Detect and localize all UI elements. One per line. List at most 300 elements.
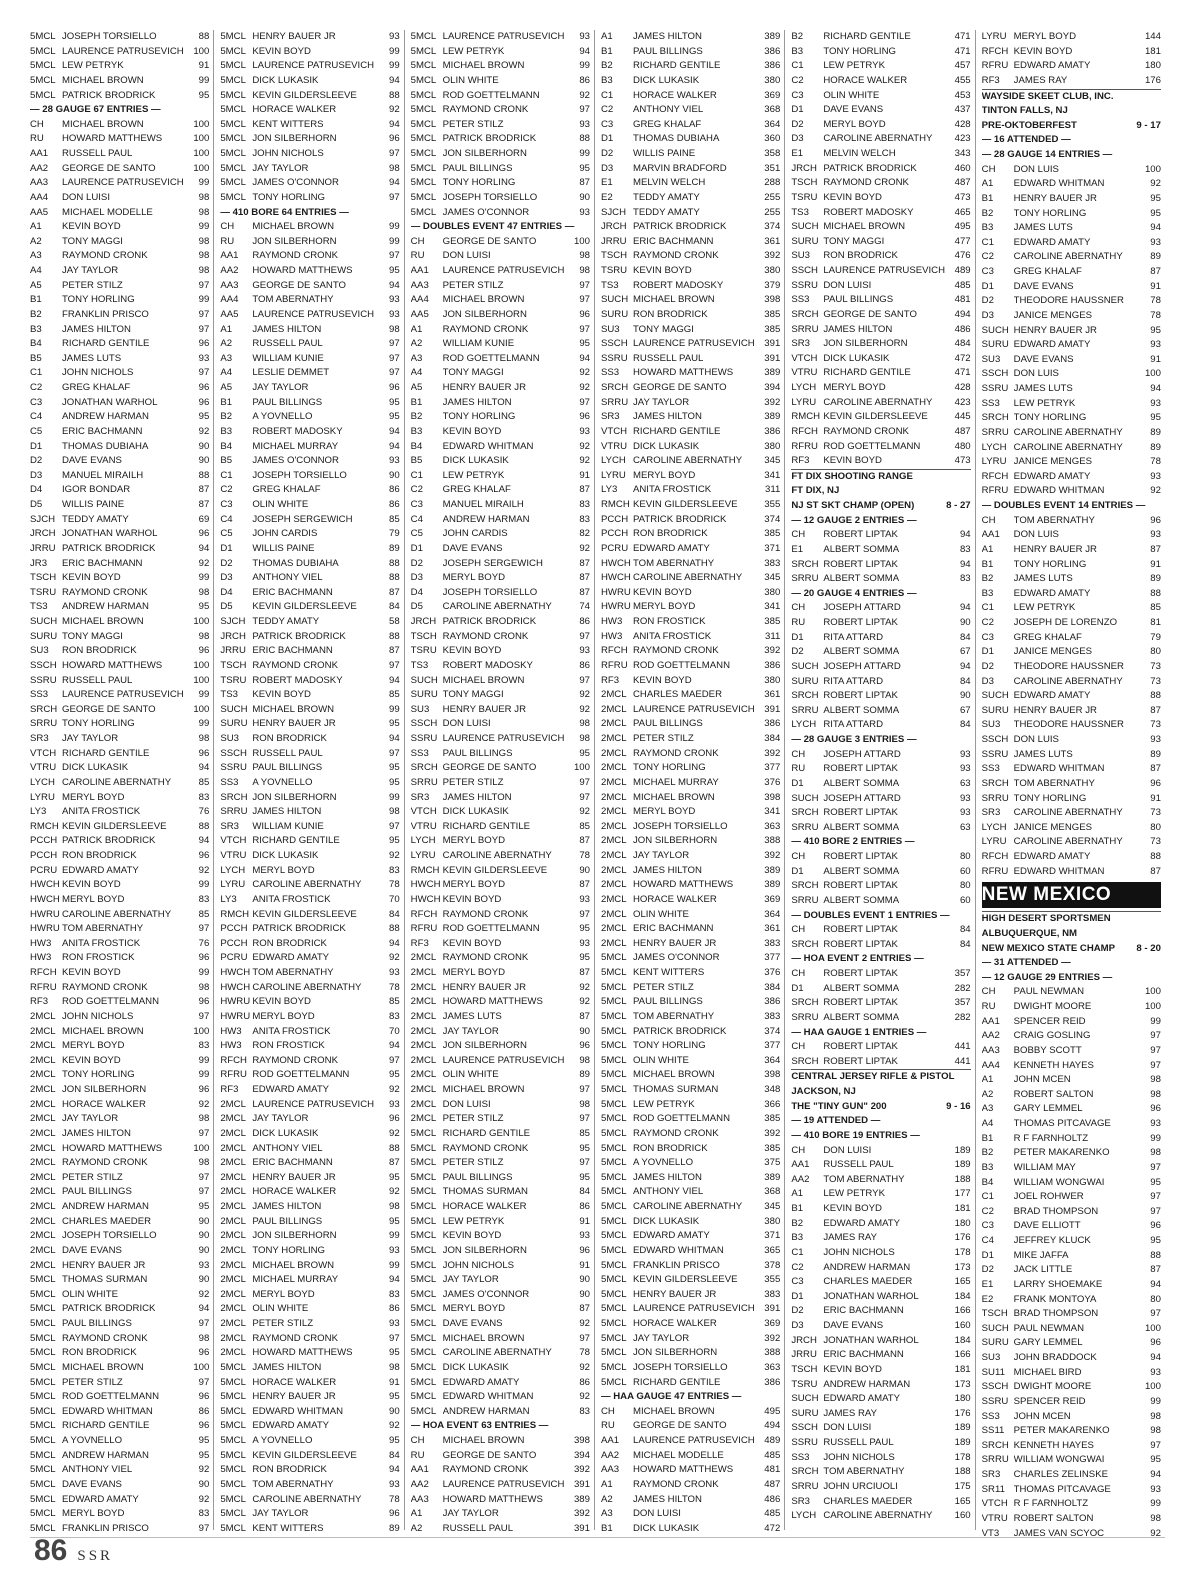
score: 86 bbox=[388, 484, 400, 496]
score: 99 bbox=[1150, 1132, 1161, 1144]
result-row bbox=[220, 1478, 399, 1493]
shooter-name: RAYMOND CRONK bbox=[632, 250, 719, 262]
result-row bbox=[601, 74, 780, 89]
result-row bbox=[601, 1068, 780, 1083]
shooter-name: MICHAEL MURRAY bbox=[632, 776, 719, 788]
shooter-name: KEVIN GILDERSLEEVE bbox=[632, 1274, 738, 1286]
class-code: RFCH bbox=[981, 851, 1009, 862]
class-code: SRRU bbox=[791, 894, 819, 906]
class-code: 5MCL bbox=[30, 1522, 56, 1534]
class-code: D1 bbox=[791, 104, 804, 116]
result-row bbox=[220, 1493, 399, 1508]
result-row bbox=[411, 995, 590, 1010]
shooter-name: ANDREW HARMAN bbox=[62, 411, 149, 423]
score: 165 bbox=[954, 1276, 971, 1288]
result-row bbox=[30, 1068, 209, 1083]
score: 355 bbox=[764, 499, 781, 510]
score: 178 bbox=[954, 1451, 971, 1463]
score: 97 bbox=[579, 791, 590, 803]
shooter-name: RAYMOND CRONK bbox=[632, 1478, 719, 1490]
result-row bbox=[791, 293, 970, 308]
shooter-name: GREG KHALAF bbox=[442, 484, 511, 496]
score: 94 bbox=[1150, 1352, 1161, 1363]
class-code: B1 bbox=[981, 1132, 994, 1144]
class-code: C1 bbox=[30, 367, 43, 379]
shooter-name: PATRICK BRODRICK bbox=[62, 542, 156, 554]
shooter-name: GEORGE DE SANTO bbox=[62, 703, 156, 715]
class-code: SSCH bbox=[981, 734, 1009, 745]
result-row bbox=[982, 1000, 1161, 1015]
result-row bbox=[411, 893, 590, 908]
class-code: JRCH bbox=[791, 1334, 817, 1346]
score: 355 bbox=[764, 1274, 781, 1286]
score: 85 bbox=[198, 908, 210, 920]
class-code: RMCH bbox=[791, 411, 821, 423]
class-code: C3 bbox=[410, 499, 423, 510]
shooter-name: CAROLINE ABERNATHY bbox=[823, 396, 933, 408]
score: 385 bbox=[764, 616, 781, 627]
result-row bbox=[411, 659, 590, 674]
result-row bbox=[411, 674, 590, 689]
score: 428 bbox=[954, 118, 971, 130]
shooter-name: PAUL NEWMAN bbox=[1013, 1322, 1085, 1334]
class-code: D3 bbox=[791, 1320, 804, 1331]
result-row bbox=[982, 338, 1161, 353]
shooter-name: DICK LUKASIK bbox=[252, 1127, 319, 1139]
score: 99 bbox=[198, 689, 210, 701]
shooter-name: HENRY BAUER JR bbox=[1013, 324, 1097, 336]
shooter-name: JON SILBERHORN bbox=[252, 133, 337, 145]
class-code: D2 bbox=[410, 557, 423, 569]
results-column bbox=[791, 30, 975, 1530]
result-row bbox=[220, 323, 399, 338]
result-row bbox=[601, 89, 780, 104]
shooter-name: RUSSELL PAUL bbox=[252, 338, 323, 350]
shooter-name: PETER STILZ bbox=[442, 118, 504, 130]
score: 88 bbox=[1150, 851, 1161, 862]
shooter-name: JONATHAN WARHOL bbox=[823, 1290, 919, 1302]
class-code: AA2 bbox=[981, 1030, 1000, 1042]
result-row bbox=[220, 878, 399, 893]
event-header bbox=[791, 1129, 970, 1144]
class-code: C2 bbox=[791, 74, 804, 86]
score: 471 bbox=[954, 367, 971, 379]
class-code: SR3 bbox=[220, 820, 239, 832]
score: 361 bbox=[764, 689, 781, 701]
class-code: SU3 bbox=[30, 645, 49, 657]
shooter-name: MICHAEL BROWN bbox=[252, 221, 335, 233]
result-row bbox=[30, 1493, 209, 1508]
class-code: B3 bbox=[600, 74, 613, 86]
result-row bbox=[982, 236, 1161, 251]
result-row bbox=[601, 820, 780, 835]
score: 97 bbox=[1150, 1044, 1161, 1056]
result-row bbox=[220, 132, 399, 147]
class-code: TSRU bbox=[410, 645, 437, 657]
class-code: 2MCL bbox=[30, 1244, 56, 1256]
shooter-name: RON BRODRICK bbox=[252, 733, 327, 744]
shooter-name: JOSEPH ATTARD bbox=[823, 602, 901, 614]
shooter-name: THEODORE HAUSSNER bbox=[1013, 295, 1124, 307]
result-row bbox=[601, 1200, 780, 1215]
score: 345 bbox=[764, 455, 781, 467]
result-row bbox=[30, 469, 209, 484]
shooter-name: MERYL BOYD bbox=[632, 469, 696, 481]
result-row bbox=[220, 1463, 399, 1478]
result-row bbox=[982, 587, 1161, 602]
shooter-name: HOWARD MATTHEWS bbox=[252, 1347, 353, 1359]
shooter-name: PETER MAKARENKO bbox=[1013, 1147, 1110, 1159]
score: 428 bbox=[954, 382, 971, 393]
result-row bbox=[411, 381, 590, 396]
class-code: CH bbox=[791, 1144, 806, 1156]
result-row bbox=[601, 893, 780, 908]
score: 92 bbox=[198, 864, 210, 876]
score: 398 bbox=[764, 791, 781, 803]
score: 96 bbox=[1150, 1103, 1161, 1115]
class-code: C3 bbox=[981, 1220, 994, 1232]
shooter-name: ANDREW HARMAN bbox=[62, 1449, 149, 1461]
shooter-name: CAROLINE ABERNATHY bbox=[252, 879, 362, 891]
score: 398 bbox=[573, 1435, 590, 1446]
score: 386 bbox=[764, 996, 781, 1008]
class-code: 5MCL bbox=[410, 1318, 437, 1329]
class-code: 5MCL bbox=[600, 1259, 627, 1271]
score: 60 bbox=[959, 865, 971, 877]
result-row bbox=[30, 235, 209, 250]
magazine-name: SSR bbox=[77, 1548, 114, 1564]
shooter-name: RICHARD GENTILE bbox=[632, 425, 721, 437]
result-row bbox=[601, 849, 780, 864]
score: 391 bbox=[764, 703, 781, 715]
result-row bbox=[411, 615, 590, 630]
score: 84 bbox=[959, 719, 971, 731]
shooter-name: JAMES O'CONNOR bbox=[442, 206, 530, 218]
shooter-name: MERYL BOYD bbox=[823, 382, 886, 393]
shooter-name: RON BRODRICK bbox=[252, 937, 327, 949]
score: 380 bbox=[764, 440, 781, 452]
result-row bbox=[791, 1290, 970, 1305]
result-row bbox=[791, 1231, 970, 1246]
class-code: SRCH bbox=[981, 412, 1009, 424]
score: 99 bbox=[388, 1259, 400, 1271]
score: 86 bbox=[579, 1376, 590, 1388]
shoot-name: THE "TINY GUN" 200 bbox=[791, 1100, 887, 1112]
shooter-name: TOM ABERNATHY bbox=[252, 294, 334, 306]
result-row bbox=[220, 118, 399, 133]
score: 94 bbox=[959, 660, 971, 672]
score: 288 bbox=[764, 177, 781, 189]
result-row bbox=[30, 191, 209, 206]
class-code: B4 bbox=[30, 338, 42, 350]
class-code: D2 bbox=[791, 1305, 804, 1317]
result-row bbox=[601, 630, 780, 645]
score: 389 bbox=[764, 367, 781, 379]
shooter-name: R F FARNHOLTZ bbox=[1013, 1498, 1089, 1510]
score: 79 bbox=[1150, 631, 1161, 643]
shooter-name: HOWARD MATTHEWS bbox=[62, 1142, 163, 1154]
shooter-name: WILLIAM MAY bbox=[1013, 1161, 1076, 1173]
shooter-name: HORACE WALKER bbox=[442, 1201, 527, 1212]
result-row bbox=[220, 103, 399, 118]
shooter-name: KEVIN BOYD bbox=[442, 425, 502, 437]
class-code: CH bbox=[791, 1041, 806, 1053]
class-code: 2MCL bbox=[220, 1230, 246, 1242]
class-code: E1 bbox=[791, 148, 804, 159]
result-row bbox=[791, 1173, 970, 1188]
class-code: TSCH bbox=[600, 250, 628, 262]
score: 351 bbox=[764, 162, 781, 174]
score: 98 bbox=[579, 250, 590, 262]
result-row bbox=[411, 761, 590, 776]
score: 83 bbox=[388, 1010, 400, 1022]
class-code: 5MCL bbox=[220, 1449, 246, 1461]
class-code: A2 bbox=[220, 338, 233, 350]
result-row bbox=[30, 747, 209, 762]
score: 93 bbox=[1150, 1366, 1161, 1378]
score: 100 bbox=[193, 133, 210, 145]
class-code: 2MCL bbox=[600, 879, 627, 891]
class-code: SR11 bbox=[981, 1483, 1005, 1495]
score: 93 bbox=[1150, 1483, 1161, 1495]
class-code: TSCH bbox=[220, 659, 247, 671]
shooter-name: RUSSELL PAUL bbox=[442, 1522, 514, 1534]
score: 97 bbox=[579, 630, 590, 642]
shooter-name: DICK LUKASIK bbox=[632, 440, 700, 452]
shooter-name: EDWARD AMATY bbox=[632, 542, 710, 554]
class-code: AA2 bbox=[30, 162, 49, 174]
result-row bbox=[30, 966, 209, 981]
score: 486 bbox=[954, 323, 971, 335]
class-code: RF3 bbox=[600, 674, 620, 686]
score: 364 bbox=[764, 118, 781, 130]
score: 94 bbox=[1150, 383, 1161, 394]
class-code: SRRU bbox=[981, 1454, 1009, 1466]
result-row bbox=[601, 366, 780, 381]
shooter-name: CAROLINE ABERNATHY bbox=[632, 455, 743, 467]
shooter-name: TOM ABERNATHY bbox=[632, 1010, 715, 1022]
score: 92 bbox=[198, 1098, 210, 1110]
score: 67 bbox=[959, 646, 971, 658]
shooter-name: PAUL BILLINGS bbox=[442, 747, 513, 759]
shooter-name: WILLIAM KUNIE bbox=[252, 352, 324, 364]
class-code: RFRU bbox=[981, 865, 1009, 877]
result-row bbox=[601, 1127, 780, 1142]
shooter-name: TONY MAGGI bbox=[62, 630, 123, 642]
score: 92 bbox=[579, 542, 590, 554]
result-row bbox=[411, 571, 590, 586]
result-row bbox=[30, 279, 209, 294]
shooter-name: A YOVNELLO bbox=[252, 411, 313, 423]
shooter-name: MICHAEL BROWN bbox=[823, 221, 906, 233]
score: 366 bbox=[764, 1098, 781, 1110]
shooter-name: CHARLES MAEDER bbox=[62, 1215, 152, 1227]
score: 92 bbox=[198, 1493, 210, 1505]
result-row bbox=[220, 922, 399, 937]
shooter-name: MICHAEL BROWN bbox=[62, 616, 144, 627]
club-heading bbox=[791, 484, 970, 499]
shooter-name: MERYL BOYD bbox=[442, 879, 506, 891]
score: 96 bbox=[388, 382, 400, 393]
class-code: C2 bbox=[220, 484, 233, 496]
shooter-name: JON SILBERHORN bbox=[252, 1230, 337, 1242]
result-row bbox=[30, 1463, 209, 1478]
shooter-name: ROBERT LIPTAK bbox=[823, 690, 898, 702]
class-code: B2 bbox=[410, 411, 423, 423]
result-row bbox=[982, 558, 1161, 573]
score: 93 bbox=[388, 308, 400, 320]
class-code: 5MCL bbox=[220, 74, 246, 86]
shooter-name: MANUEL MIRAILH bbox=[62, 469, 144, 481]
shooter-name: PAUL BILLINGS bbox=[823, 294, 894, 306]
result-row bbox=[982, 1439, 1161, 1454]
class-code: SU3 bbox=[981, 1352, 1001, 1363]
score: 87 bbox=[198, 484, 210, 496]
score: 96 bbox=[198, 952, 210, 964]
result-row bbox=[601, 1083, 780, 1098]
class-code: PCRU bbox=[30, 864, 58, 876]
event-header-text: — DOUBLES EVENT 1 ENTRIES — bbox=[791, 909, 950, 921]
score: 176 bbox=[1144, 74, 1161, 86]
class-code: A1 bbox=[981, 178, 994, 190]
score: 97 bbox=[388, 1054, 400, 1066]
shooter-name: JOHN NICHOLS bbox=[62, 1010, 134, 1022]
result-row bbox=[982, 441, 1161, 456]
result-row bbox=[601, 674, 780, 689]
club-heading-text: CENTRAL JERSEY RIFLE & PISTOL bbox=[791, 1071, 955, 1083]
result-row bbox=[791, 118, 970, 133]
shooter-name: EDWARD AMATY bbox=[62, 864, 139, 876]
shooter-name: HENRY BAUER JR bbox=[442, 382, 527, 393]
class-code: D1 bbox=[791, 865, 804, 877]
score: 476 bbox=[954, 250, 971, 262]
shooter-name: EDWARD WHITMAN bbox=[632, 1244, 724, 1256]
score: 91 bbox=[1150, 558, 1161, 570]
score: 95 bbox=[388, 835, 400, 847]
shooter-name: THOMAS DUBIAHA bbox=[62, 440, 149, 452]
class-code: 5MCL bbox=[410, 1347, 437, 1359]
shooter-name: EDWARD AMATY bbox=[632, 1230, 710, 1242]
score: 89 bbox=[1150, 441, 1161, 453]
result-row bbox=[791, 718, 970, 733]
score: 92 bbox=[198, 1464, 210, 1476]
shooter-name: KENNETH HAYES bbox=[1013, 1059, 1094, 1071]
result-row bbox=[411, 176, 590, 191]
score: 93 bbox=[388, 1318, 400, 1329]
class-code: 2MCL bbox=[220, 1113, 246, 1125]
result-row bbox=[601, 1171, 780, 1186]
shooter-name: JOSEPH ATTARD bbox=[823, 792, 901, 804]
shooter-name: JOHN CARDIS bbox=[442, 528, 508, 540]
result-row bbox=[791, 558, 970, 573]
shooter-name: MICHAEL BROWN bbox=[62, 118, 144, 130]
event-header bbox=[791, 1114, 970, 1129]
shooter-name: OLIN WHITE bbox=[252, 499, 309, 510]
shooter-name: CAROLINE ABERNATHY bbox=[62, 776, 172, 788]
result-row bbox=[791, 337, 970, 352]
result-row bbox=[982, 821, 1161, 836]
result-row bbox=[30, 761, 209, 776]
shoot-name: PRE-OKTOBERFEST bbox=[981, 119, 1077, 131]
class-code: HWRU bbox=[600, 601, 631, 613]
score: 87 bbox=[198, 499, 210, 510]
score: 92 bbox=[388, 1084, 400, 1095]
shooter-name: JON SILBERHORN bbox=[632, 1347, 718, 1359]
result-row bbox=[30, 498, 209, 513]
score: 90 bbox=[198, 1215, 210, 1227]
result-row bbox=[30, 147, 209, 162]
result-row bbox=[30, 1346, 209, 1361]
score: 96 bbox=[198, 528, 210, 540]
class-code: LYRU bbox=[410, 850, 436, 861]
shooter-name: DAVE EVANS bbox=[1013, 353, 1074, 365]
result-row bbox=[220, 1142, 399, 1157]
class-code: LYRU bbox=[981, 836, 1007, 848]
result-row bbox=[601, 1449, 780, 1464]
class-code: JRRU bbox=[30, 542, 56, 554]
score: 73 bbox=[1150, 660, 1161, 672]
class-code: TSRU bbox=[600, 265, 628, 276]
score: 471 bbox=[954, 45, 971, 57]
class-code: 2MCL bbox=[220, 1259, 246, 1271]
score: 453 bbox=[954, 89, 971, 101]
score: 73 bbox=[1150, 675, 1161, 687]
class-code: 5MCL bbox=[220, 1376, 246, 1388]
shooter-name: MERYL BOYD bbox=[62, 1508, 125, 1520]
shooter-name: JAMES LUTS bbox=[442, 1010, 502, 1022]
class-code: 5MCL bbox=[600, 1332, 627, 1344]
score: 83 bbox=[198, 1508, 210, 1520]
shooter-name: MERYL BOYD bbox=[442, 572, 506, 584]
class-code: SSCH bbox=[981, 368, 1009, 380]
score: 374 bbox=[764, 1025, 781, 1037]
score: 92 bbox=[579, 440, 590, 452]
score: 375 bbox=[764, 1157, 781, 1169]
shooter-name: DON LUISI bbox=[62, 191, 110, 203]
shooter-name: OLIN WHITE bbox=[442, 74, 499, 86]
class-code: PCRU bbox=[220, 952, 248, 964]
class-code: SSRU bbox=[791, 1437, 818, 1448]
shooter-name: PETER STILZ bbox=[252, 1318, 314, 1329]
shooter-name: JOSEPH SERGEWICH bbox=[252, 513, 353, 525]
result-row bbox=[601, 1346, 780, 1361]
shooter-name: LAURENCE PATRUSEVICH bbox=[632, 703, 755, 715]
class-code: D1 bbox=[30, 440, 43, 452]
class-code: AA4 bbox=[410, 294, 429, 306]
class-code: 5MCL bbox=[600, 1274, 627, 1286]
shooter-name: MICHAEL BIRD bbox=[1013, 1366, 1082, 1378]
class-code: B2 bbox=[791, 1217, 804, 1229]
shooter-name: OLIN WHITE bbox=[632, 1054, 689, 1066]
score: 383 bbox=[764, 1010, 781, 1022]
score: 96 bbox=[1150, 777, 1161, 789]
class-code: 5MCL bbox=[220, 148, 246, 159]
score: 97 bbox=[579, 674, 590, 686]
result-row bbox=[982, 675, 1161, 690]
score: 160 bbox=[954, 1320, 971, 1331]
shooter-name: LAURENCE PATRUSEVICH bbox=[252, 1098, 375, 1110]
result-row bbox=[30, 849, 209, 864]
score: 98 bbox=[1150, 1088, 1161, 1100]
result-row bbox=[982, 59, 1161, 74]
event-header bbox=[982, 956, 1161, 971]
class-code: 2MCL bbox=[220, 1098, 246, 1110]
class-code: 5MCL bbox=[220, 1391, 246, 1403]
shooter-name: HENRY BAUER JR bbox=[1013, 192, 1097, 204]
score: 99 bbox=[388, 791, 400, 803]
shooter-name: ROBERT LIPTAK bbox=[823, 938, 898, 950]
result-row bbox=[220, 600, 399, 615]
